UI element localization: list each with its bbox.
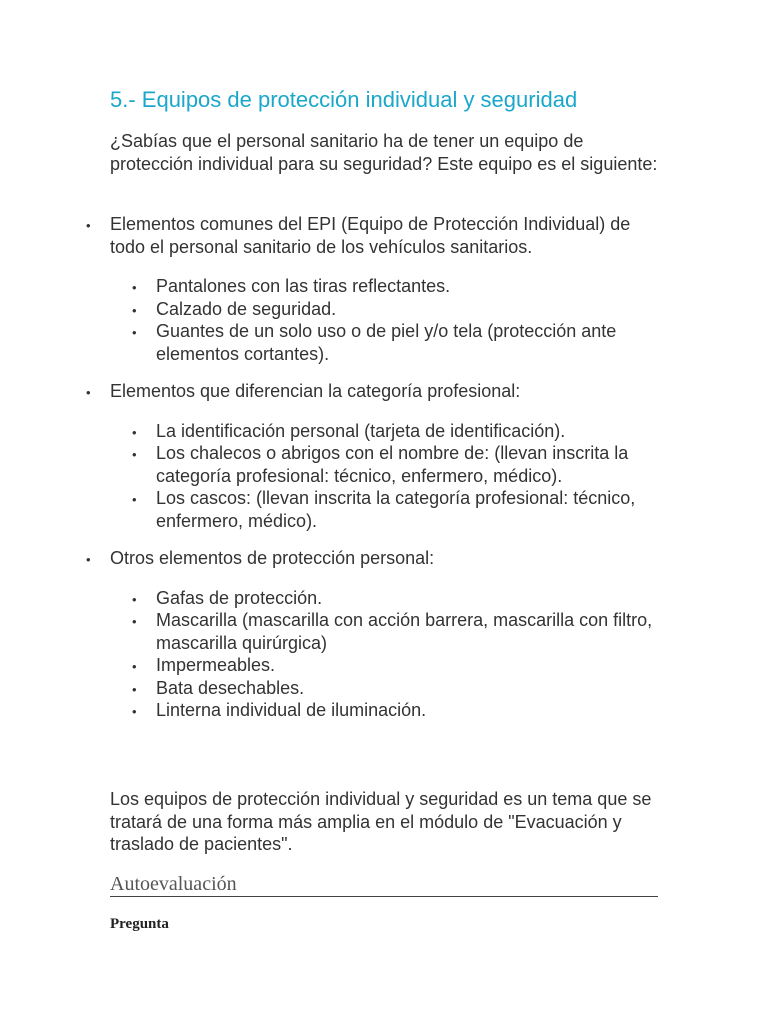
list-item: • La identificación personal (tarjeta de identificación). <box>156 420 670 443</box>
list-item: • Bata desechables. <box>156 677 670 700</box>
category-professional-distinction <box>110 380 670 532</box>
list-item: • Mascarilla (mascarilla con acción barrera, mascarilla con filtro, mascarilla quirúrgica) <box>156 609 670 654</box>
category-items <box>110 587 670 722</box>
closing-paragraph: Los equipos de protección individual y seguridad es un tema que se tratará de una forma más amplia en el módulo de "Evacuación y traslado de pacientes". <box>110 789 652 854</box>
list-item: • Los cascos: (llevan inscrita la categoría profesional: técnico, enfermero, médico). <box>156 487 670 532</box>
category-label: • Elementos comunes del EPI (Equipo de Protección Individual) de todo el personal sanitario de los vehículos sanitarios. <box>110 214 631 257</box>
self-assessment-heading: Autoevaluación <box>110 873 658 897</box>
ppe-category-list <box>110 213 670 737</box>
list-item: • Calzado de seguridad. <box>156 298 670 321</box>
list-item: • Linterna individual de iluminación. <box>156 699 670 722</box>
category-label: • Otros elementos de protección personal: <box>110 548 435 568</box>
list-item: • Pantalones con las tiras reflectantes. <box>156 275 670 298</box>
category-label: • Elementos que diferencian la categoría profesional: <box>110 381 521 401</box>
category-items <box>110 420 670 533</box>
intro-paragraph: ¿Sabías que el personal sanitario ha de tener un equipo de protección individual para su seguridad? Este equipo es el siguiente: <box>110 131 658 174</box>
question-label: Pregunta <box>110 916 169 932</box>
category-other-protection <box>110 547 670 722</box>
section-title: 5.- Equipos de protección individual y seguridad <box>110 87 578 112</box>
category-items <box>110 275 670 365</box>
list-item: • Los chalecos o abrigos con el nombre de: (llevan inscrita la categoría profesional: técnico, enfermero, médico). <box>156 442 670 487</box>
list-item: • Guantes de un solo uso o de piel y/o tela (protección ante elementos cortantes). <box>156 320 670 365</box>
list-item: • Impermeables. <box>156 654 670 677</box>
category-common-ppe <box>110 213 670 365</box>
list-item: • Gafas de protección. <box>156 587 670 610</box>
